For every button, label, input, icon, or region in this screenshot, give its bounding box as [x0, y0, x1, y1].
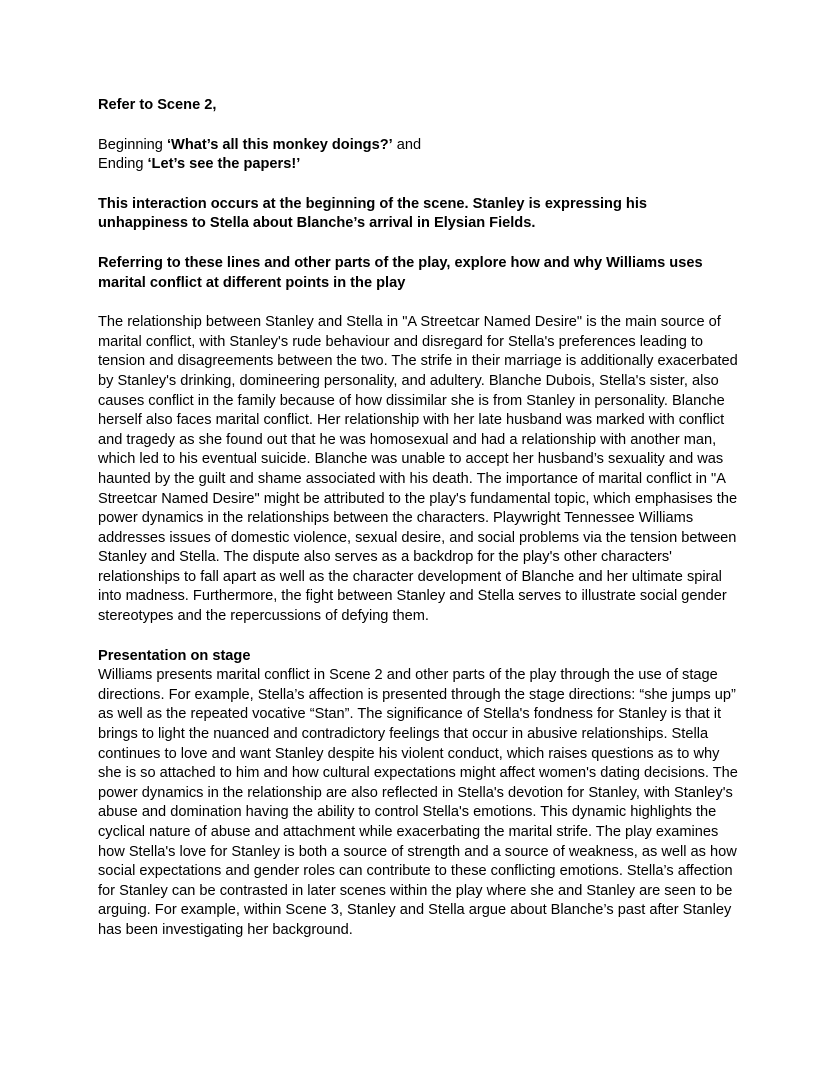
ending-quote: ‘Let’s see the papers!’ — [147, 156, 301, 173]
heading: Refer to Scene 2, — [98, 97, 217, 113]
ending-line — [98, 155, 738, 175]
beginning-line — [98, 136, 738, 156]
ending-label: Ending — [98, 156, 148, 173]
beginning-quote: ‘What’s all this monkey doings?’ — [166, 136, 393, 153]
section-body: Williams presents marital conflict in Scene 2 and other parts of the play through the use of stage directions. For example, Stella’s affection is presented through the stage directions: “she jumps up” as well as the repeated vocative “Stan”. The significance of Stella's fondness for Stanley is that it brings to light the nuanced and contradictory feelings that occur in abusive relationships. Stella continues to love and want Stanley despite his violent conduct, which raises questions as to why she is so attached to him and how cultural expectations might affect women's dating decisions. The power dynamics in the relationship are also reflected in Stella's devotion for Stanley, with Stanley's abuse and domination having the ability to control Stella's emotions. This dynamic highlights the cyclical nature of abuse and attachment while exacerbating the marital strife. The play examines how Stella's love for Stanley is both a source of strength and a source of weakness, as well as how social expectations and gender roles can contribute to these conflicting emotions. Stella’s affection for Stanley can be contrasted in later scenes within the play where she and Stanley are seen to be arguing. For example, within Scene 3, Stanley and Stella argue about Blanche’s past after Stanley has been investigating her background. — [98, 667, 738, 938]
spacer — [98, 293, 738, 313]
document-page — [98, 96, 738, 941]
spacer — [98, 627, 738, 647]
beginning-suffix: and — [392, 136, 422, 153]
spacer — [98, 175, 738, 195]
spacer — [98, 116, 738, 136]
section-title: Presentation on stage — [98, 647, 251, 664]
intro-paragraph: The relationship between Stanley and Stella in "A Streetcar Named Desire" is the main source of marital conflict, with Stanley's rude behaviour and disregard for Stella's preferences leading to tension and disagreements between the two. The strife in their marriage is additionally exacerbated by Stanley's drinking, domineering personality, and adultery. Blanche Dubois, Stella's sister, also causes conflict in the family because of how dissimilar she is from Stanley in personality. Blanche herself also faces marital conflict. Her relationship with her late husband was marked with conflict and tragedy as she found out that he was homosexual and had a relationship with another man, which led to his eventual suicide. Blanche was unable to accept her husband’s sexuality and was haunted by the guilt and shame associated with his death. The importance of marital conflict in "A Streetcar Named Desire" might be attributed to the play's fundamental topic, which emphasises the power dynamics in the relationships between the characters. Playwright Tennessee Williams addresses issues of domestic violence, sexual desire, and social problems via the tension between Stanley and Stella. The dispute also serves as a backdrop for the play's other characters' relationships to fall apart as well as the character development of Blanche and her ultimate spiral into madness. Furthermore, the fight between Stanley and Stella serves to illustrate social gender stereotypes and the repercussions of defying them. — [98, 314, 738, 625]
spacer — [98, 234, 738, 254]
context-paragraph: This interaction occurs at the beginning of the scene. Stanley is expressing his unhappiness to Stella about Blanche’s arrival in Elysian Fields. — [98, 195, 648, 232]
question-paragraph: Referring to these lines and other parts of the play, explore how and why Williams uses marital conflict at different points in the play — [98, 254, 703, 291]
beginning-label: Beginning — [98, 136, 167, 153]
